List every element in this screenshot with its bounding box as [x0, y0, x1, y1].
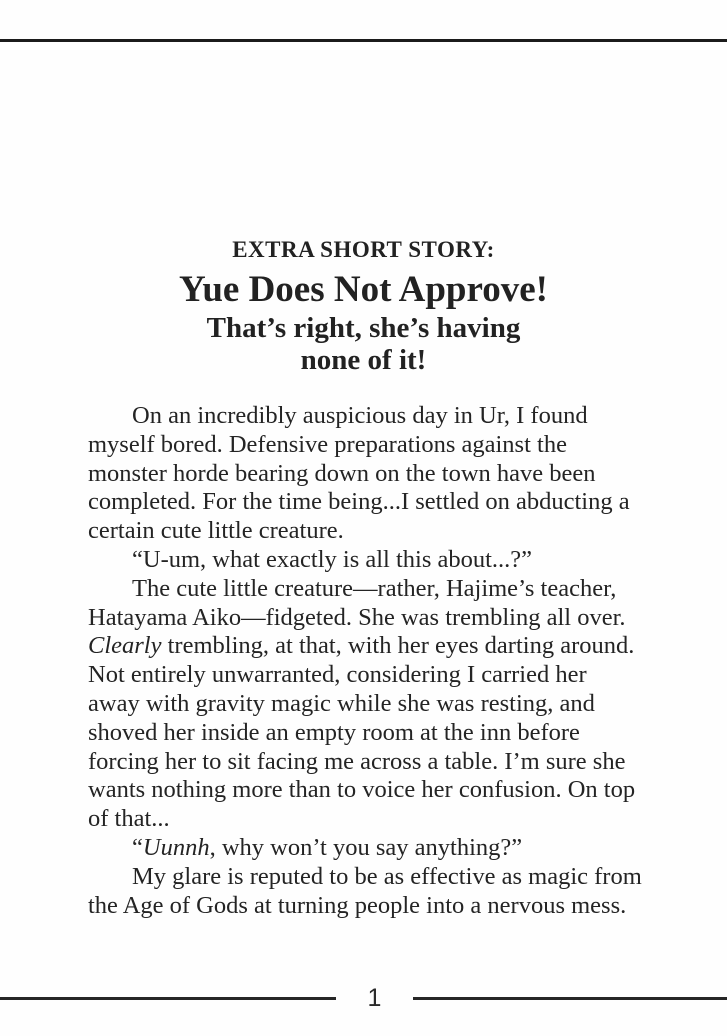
paragraph — [88, 575, 644, 834]
paragraph — [88, 863, 644, 921]
italic-text-run: Clearly — [88, 632, 162, 660]
text-run: My glare is reputed to be as effective as magic from the Age of Gods at turning people into a nervous mess. — [88, 862, 642, 919]
page-number: 1 — [367, 984, 382, 1012]
paragraph — [88, 402, 644, 546]
chapter-subtitle-line2: none of it! — [300, 344, 427, 376]
text-run: On an incredibly auspicious day in Ur, I found myself bored. Defensive preparations against the monster horde bearing down on the town have been completed. For the time being...I settled on abducting a certain cute little creature. — [88, 402, 630, 545]
footer-rule-right — [413, 997, 727, 1000]
text-run: trembling, at that, with her eyes darting around. Not entirely unwarranted, considering I carried her away with gravity magic while she was resting, and shoved her inside an empty room at the inn before forcing her to sit facing me across a table. I’m sure she wants nothing more than to voice her confusion. On top of that... — [88, 632, 636, 833]
story-body — [88, 402, 644, 920]
text-run: “ — [132, 833, 143, 861]
paragraph — [88, 834, 644, 863]
chapter-subtitle-line1: That’s right, she’s having — [206, 312, 521, 344]
text-run: The cute little creature—rather, Hajime’s teacher, Hatayama Aiko—fidgeted. She was trembling all over. — [88, 574, 626, 631]
text-run: , why won’t you say anything?” — [209, 833, 523, 861]
chapter-title: Yue Does Not Approve! — [179, 269, 548, 310]
paragraph — [88, 546, 644, 575]
italic-text-run: Uunnh — [142, 833, 210, 861]
chapter-kicker: EXTRA SHORT STORY: — [232, 237, 495, 262]
text-run: “U-um, what exactly is all this about...?” — [132, 545, 533, 573]
footer-rule-left — [0, 997, 336, 1000]
top-rule — [0, 39, 727, 42]
